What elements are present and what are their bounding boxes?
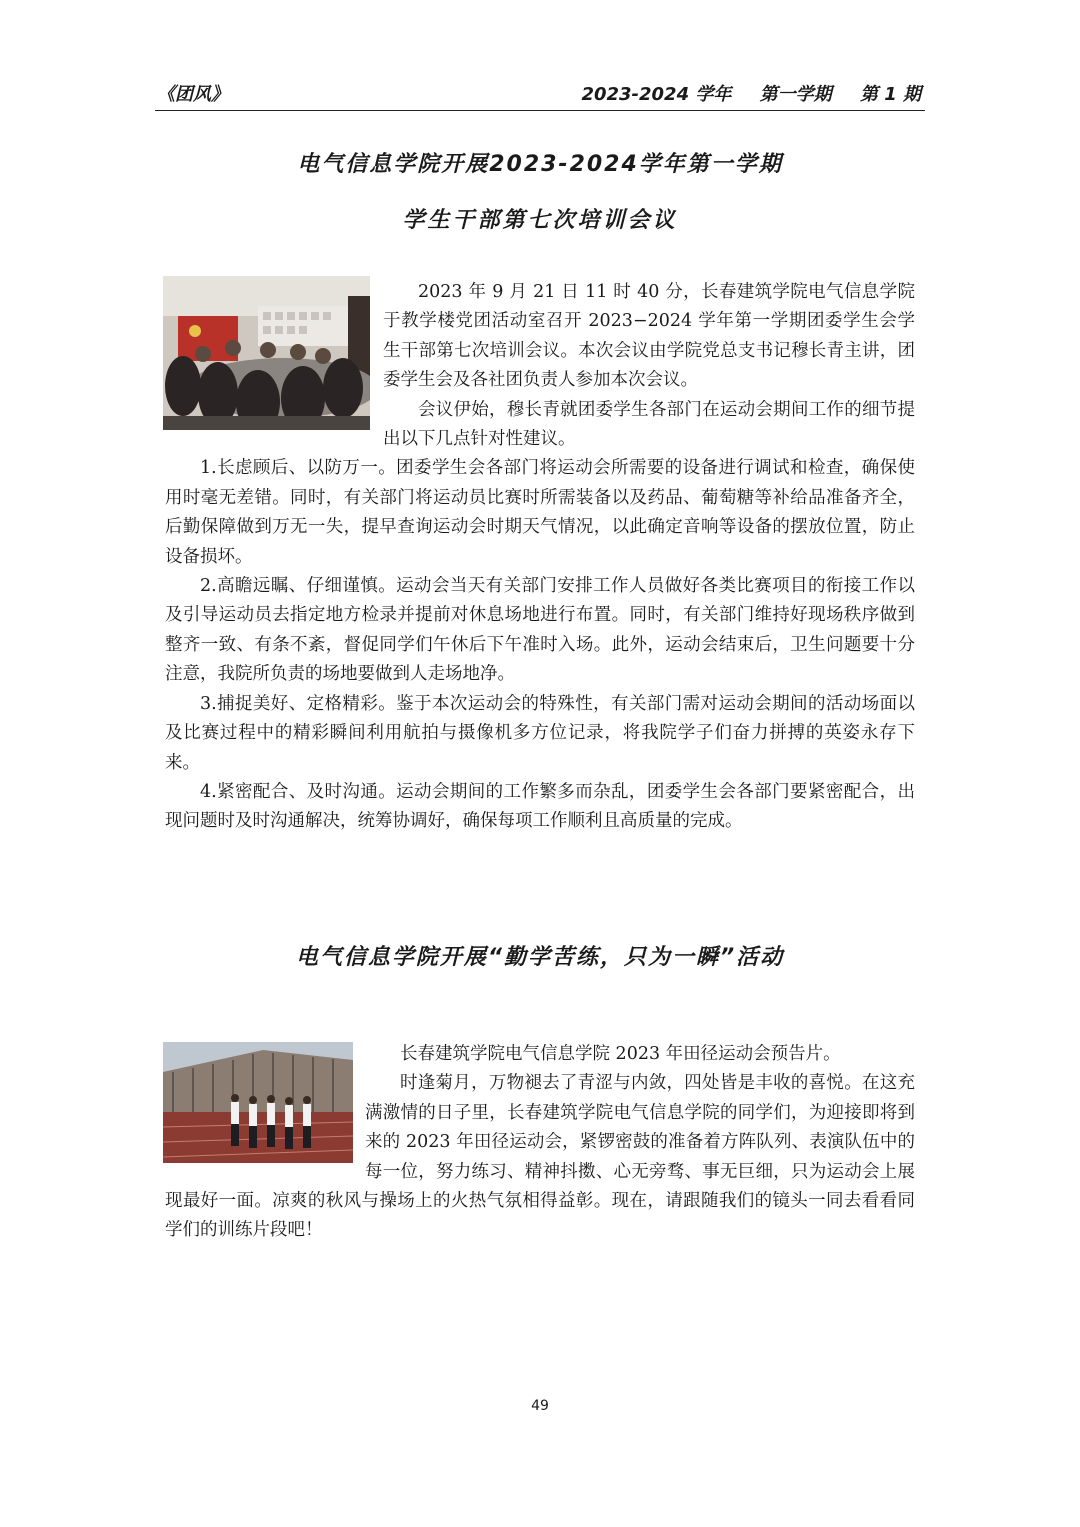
article1-paragraph: 3.捕捉美好、定格精彩。鉴于本次运动会的特殊性，有关部门需对运动会期间的活动场面以及比赛过程中的精彩瞬间利用航拍与摄像机多方位记录，将我院学子们奋力拼搏的英姿永存下来。 bbox=[165, 693, 915, 773]
article1-title-line2: 学生干部第七次培训会议 bbox=[402, 208, 678, 233]
training-photo-image bbox=[163, 1042, 353, 1163]
academic-year: 2023-2024 学年 bbox=[581, 84, 732, 105]
page-header bbox=[155, 78, 925, 111]
article1-paragraph: 4.紧密配合、及时沟通。运动会期间的工作繁多而杂乱，团委学生会各部门要紧密配合，出现问题时及时沟通解决，统筹协调好，确保每项工作顺利且高质量的完成。 bbox=[165, 781, 915, 832]
article1-paragraph: 2.高瞻远瞩、仔细谨慎。运动会当天有关部门安排工作人员做好各类比赛项目的衔接工作以及引导运动员去指定地方检录并提前对休息场地进行布置。同时，有关部门维持好现场秩序做到整齐一致、有条不紊，督促同学们午休后下午准时入场。此外，运动会结束后，卫生问题要十分注意，我院所负责的场地要做到人走场地净。 bbox=[165, 576, 915, 685]
article2-paragraph: 时逢菊月，万物褪去了青涩与内敛，四处皆是丰收的喜悦。在这充满激情的日子里，长春建筑学院电气信息学院的同学们，为迎接即将到来的 2023 年田径运动会，紧锣密鼓的准备着方阵队列、表演队伍中的每一位，努力练习、精神抖擞、心无旁骛、事无巨细，只为运动会上展现最好一面。凉爽的秋风与操场上的火热气氛相得益彰。现在，请跟随我们的镜头一同去看看同学们的训练片段吧！ bbox=[165, 1073, 915, 1241]
page-number: 49 bbox=[531, 1398, 549, 1414]
article1-title-line1: 电气信息学院开展2023-2024学年第一学期 bbox=[297, 152, 783, 177]
meeting-photo-image bbox=[163, 276, 370, 430]
article1-paragraph: 1.长虑顾后、以防万一。团委学生会各部门将运动会所需要的设备进行调试和检查，确保使用时毫无差错。同时，有关部门将运动员比赛时所需装备以及药品、葡萄糖等补给品准备齐全，后勤保障做到万无一失，提早查询运动会时期天气情况，以此确定音响等设备的摆放位置，防止设备损坏。 bbox=[165, 458, 915, 567]
article2-title: 电气信息学院开展“勤学苦练，只为一瞬”活动 bbox=[295, 945, 785, 970]
training-photo bbox=[163, 1042, 353, 1163]
article1-paragraph: 会议伊始，穆长青就团委学生各部门在运动会期间工作的细节提出以下几点针对性建议。 bbox=[383, 399, 915, 450]
issue-info bbox=[559, 80, 921, 106]
publication-name: 《团风》 bbox=[157, 84, 229, 105]
issue-number: 第 1 期 bbox=[859, 84, 921, 105]
article1-paragraph: 2023 年 9 月 21 日 11 时 40 分，长春建筑学院电气信息学院于教学楼党团活动室召开 2023−2024 学年第一学期团委学生会学生干部第七次培训会议。本次会议由学院党总支书记穆长青主讲，团委学生会及各社团负责人参加本次会议。 bbox=[383, 282, 915, 391]
article2-paragraph: 长春建筑学院电气信息学院 2023 年田径运动会预告片。 bbox=[400, 1044, 841, 1064]
meeting-photo bbox=[163, 276, 370, 430]
term: 第一学期 bbox=[759, 84, 832, 105]
